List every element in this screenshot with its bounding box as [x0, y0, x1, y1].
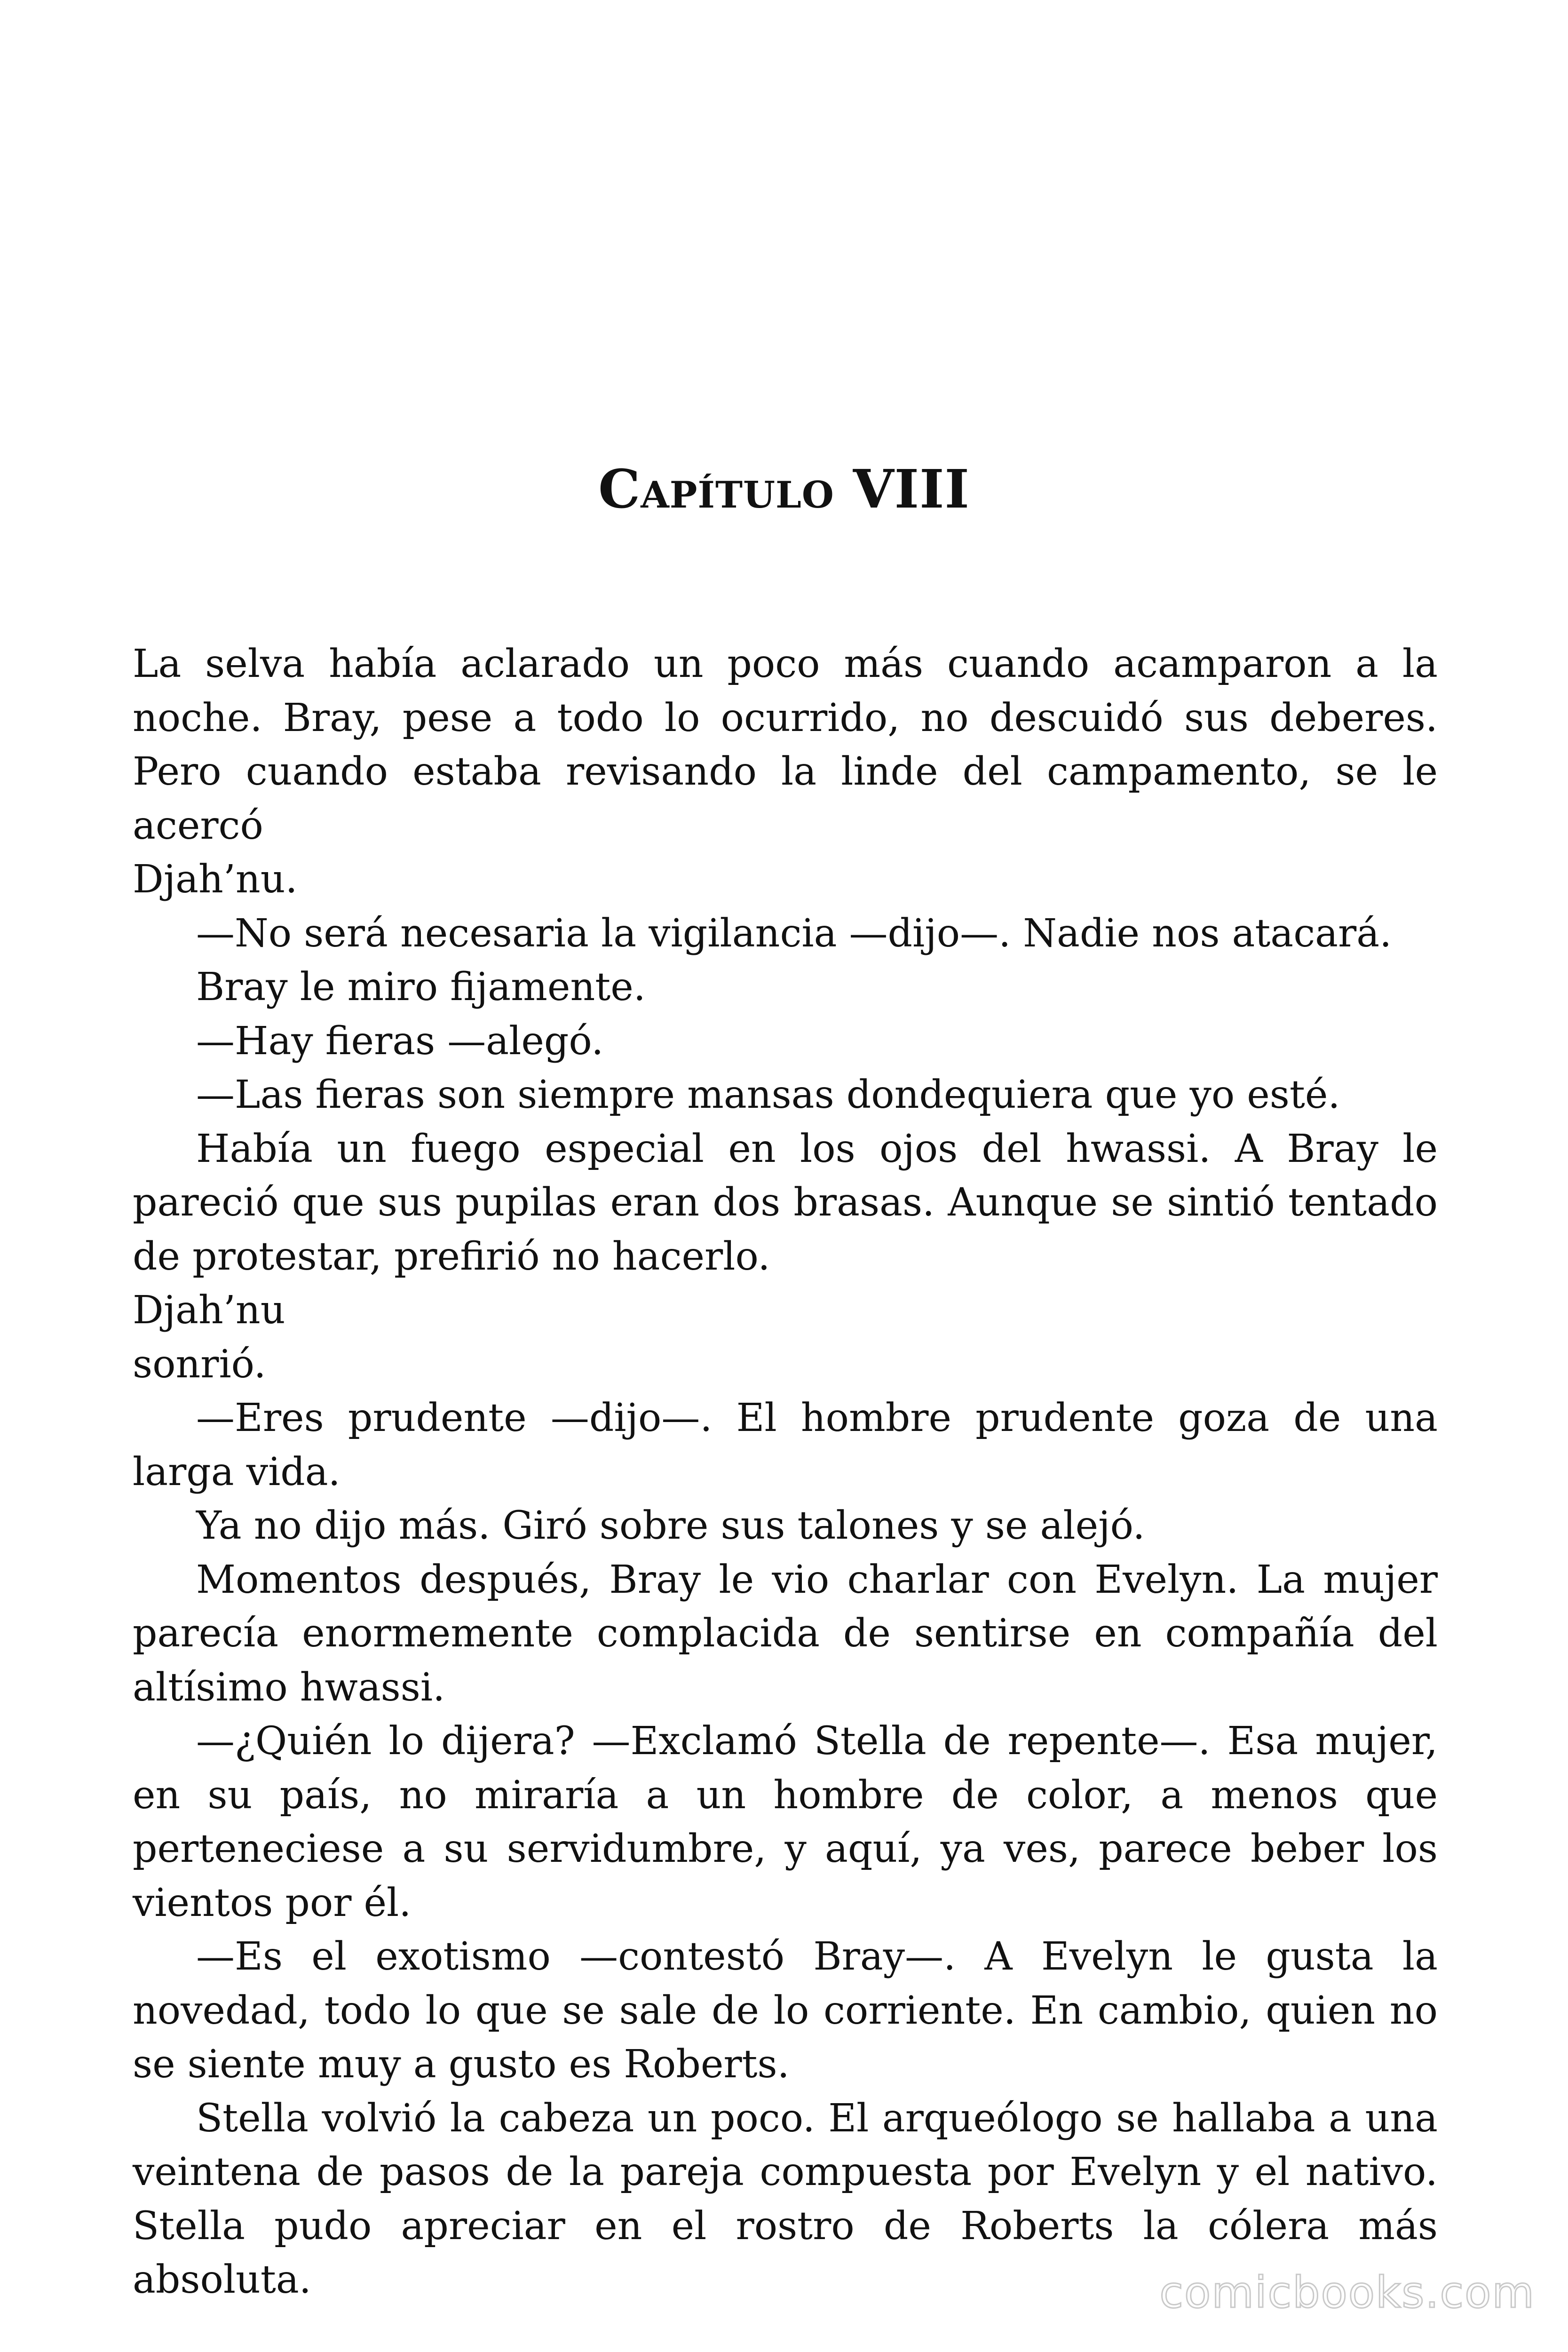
- paragraph-5: —Hay fieras —alegó.: [196, 1018, 604, 1064]
- paragraph-2: Djah’nu.: [133, 857, 298, 902]
- paragraph-9: sonrió.: [133, 1342, 266, 1387]
- paragraph-8: Djah’nu: [133, 1288, 285, 1333]
- paragraph-4: Bray le miro fijamente.: [196, 965, 646, 1009]
- chapter-body: [133, 637, 1438, 2307]
- paragraph-3: —No será necesaria la vigilancia —dijo—. Nadie nos atacará.: [196, 911, 1392, 956]
- paragraph-12: Momentos después, Bray le vio charlar con Evelyn. La mujer parecía enormemente complacida de sentirse en compañía del altísimo hwassi.: [133, 1557, 1438, 1710]
- chapter-title: Capítulo VIII: [598, 459, 970, 520]
- paragraph-6: —Las fieras son siempre mansas dondequiera que yo esté.: [196, 1073, 1340, 1117]
- paragraph-7: Había un fuego especial en los ojos del hwassi. A Bray le pareció que sus pupilas eran dos brasas. Aunque se sintió tentado de protestar, prefirió no hacerlo.: [133, 1126, 1438, 1279]
- paragraph-13: —¿Quién lo dijera? —Exclamó Stella de repente—. Esa mujer, en su país, no miraría a un hombre de color, a menos que perteneciese a su servidumbre, y aquí, ya ves, parece beber los vientos por él.: [133, 1719, 1438, 1925]
- paragraph-1: La selva había aclarado un poco más cuando acamparon a la noche. Bray, pese a todo lo ocurrido, no descuidó sus deberes. Pero cuando estaba revisando la linde del campamento, se le acercó: [133, 642, 1438, 848]
- paragraph-10: —Eres prudente —dijo—. El hombre prudente goza de una larga vida.: [133, 1396, 1438, 1494]
- paragraph-14: —Es el exotismo —contestó Bray—. A Evelyn le gusta la novedad, todo lo que se sale de lo corriente. En cambio, quien no se siente muy a gusto es Roberts.: [133, 1934, 1438, 2087]
- paragraph-15: Stella volvió la cabeza un poco. El arqueólogo se hallaba a una veintena de pasos de la pareja compuesta por Evelyn y el nativo. Stella pudo apreciar en el rostro de Roberts la cólera más absoluta.: [133, 2096, 1438, 2302]
- paragraph-11: Ya no dijo más. Giró sobre sus talones y se alejó.: [196, 1503, 1145, 1548]
- watermark: comicbooks.com: [1159, 2267, 1535, 2318]
